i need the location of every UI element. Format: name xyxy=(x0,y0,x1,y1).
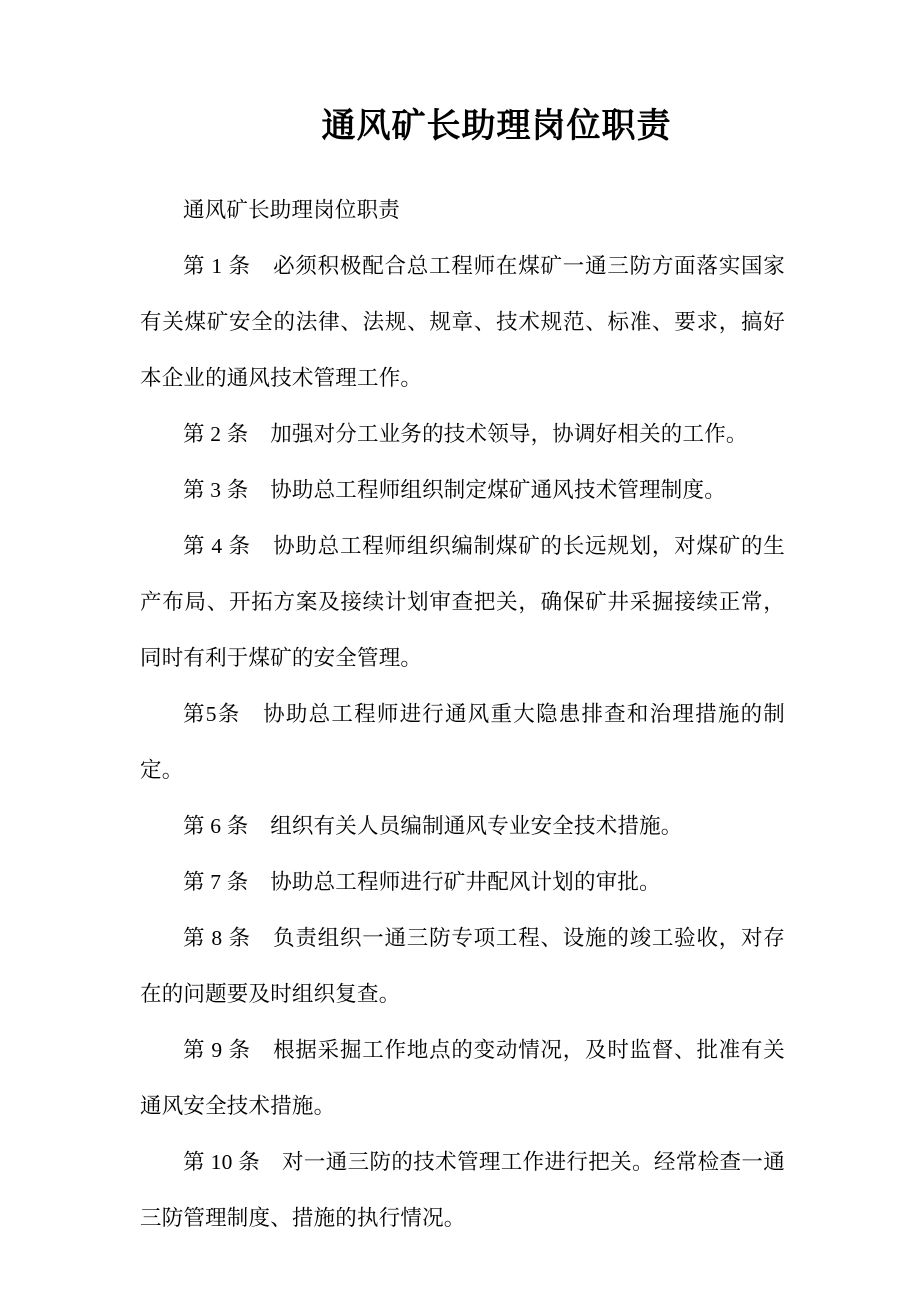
paragraph-5: 第5条 协助总工程师进行通风重大隐患排查和治理措施的制定。 xyxy=(140,702,785,782)
paragraph-list xyxy=(140,182,785,1246)
paragraph-1: 第 1 条 必须积极配合总工程师在煤矿一通三防方面落实国家有关煤矿安全的法律、法规、规章、技术规范、标准、要求，搞好本企业的通风技术管理工作。 xyxy=(140,254,785,390)
document-title: 通风矿长助理岗位职责 xyxy=(321,108,672,145)
paragraph-4: 第 4 条 协助总工程师组织编制煤矿的长远规划，对煤矿的生产布局、开拓方案及接续计划审查把关，确保矿井采掘接续正常，同时有利于煤矿的安全管理。 xyxy=(140,534,785,670)
paragraph-8: 第 8 条 负责组织一通三防专项工程、设施的竣工验收，对存在的问题要及时组织复查。 xyxy=(140,926,785,1006)
paragraph-3: 第 3 条 协助总工程师组织制定煤矿通风技术管理制度。 xyxy=(183,478,726,502)
paragraph-7: 第 7 条 协助总工程师进行矿井配风计划的审批。 xyxy=(183,870,661,894)
paragraph-9: 第 9 条 根据采掘工作地点的变动情况，及时监督、批准有关通风安全技术措施。 xyxy=(140,1038,785,1118)
paragraph-6: 第 6 条 组织有关人员编制通风专业安全技术措施。 xyxy=(183,814,683,838)
paragraph-10: 第 10 条 对一通三防的技术管理工作进行把关。经常检查一通三防管理制度、措施的执行情况。 xyxy=(140,1150,785,1230)
paragraph-0: 通风矿长助理岗位职责 xyxy=(183,198,401,222)
paragraph-2: 第 2 条 加强对分工业务的技术领导，协调好相关的工作。 xyxy=(183,422,748,446)
